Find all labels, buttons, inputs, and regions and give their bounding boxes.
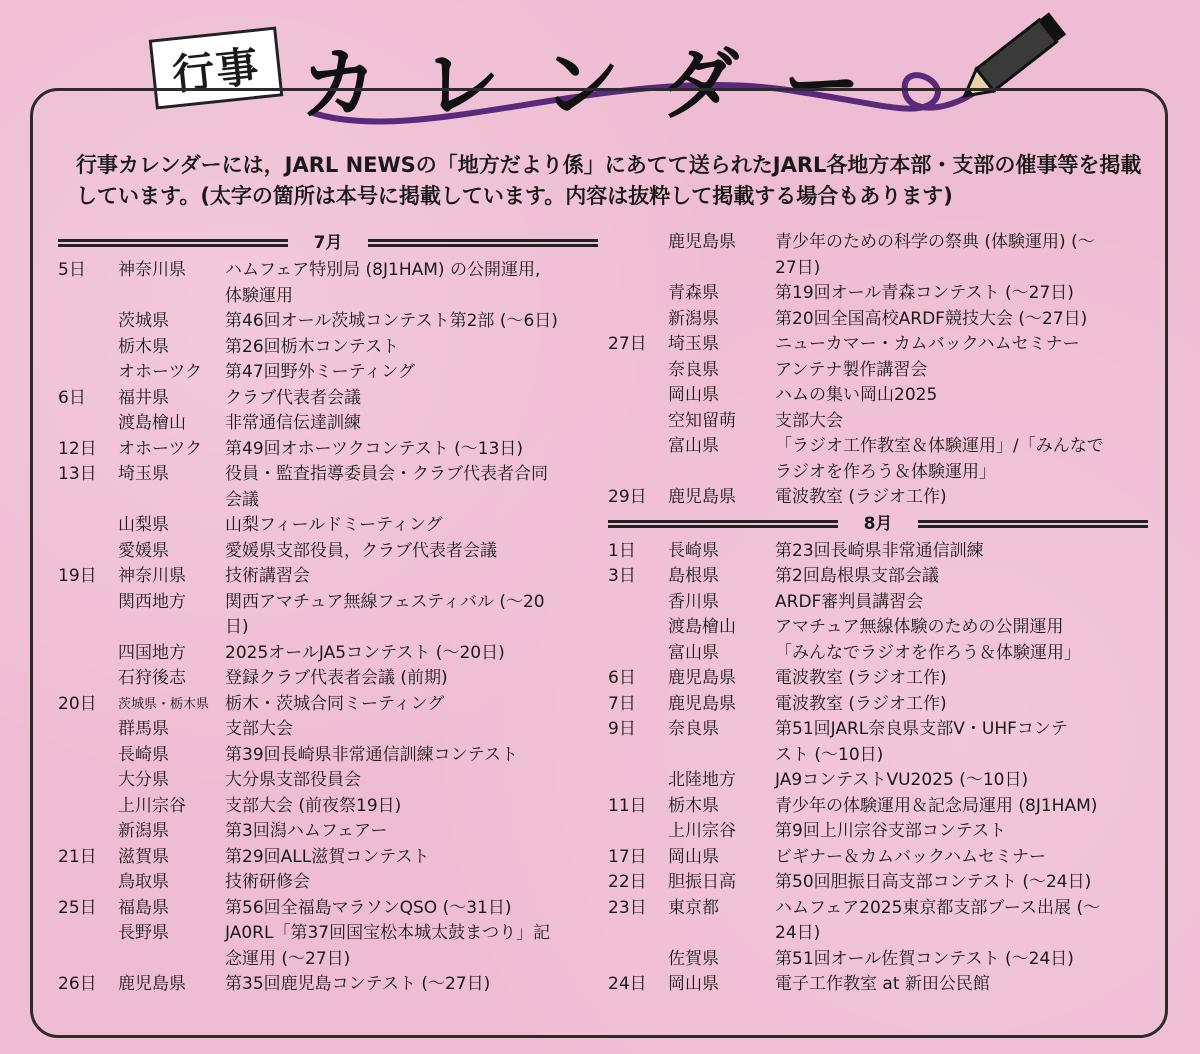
- event-place: 長野県: [118, 923, 169, 943]
- event-place: 島根県: [668, 566, 719, 586]
- event-place: [118, 947, 225, 973]
- event-place: 大分県: [118, 770, 169, 790]
- event-text: 青少年の体験運用＆記念局運用 (8J1HAM): [775, 795, 1098, 816]
- event-row: [608, 358, 1148, 384]
- event-text: 27日): [775, 257, 821, 278]
- event-date: [608, 256, 668, 282]
- event-place: 山梨県: [118, 515, 169, 535]
- right-column: [608, 232, 1148, 998]
- event-place: 栃木県: [668, 795, 719, 816]
- event-row: [58, 794, 598, 820]
- event-text: スト (～10日): [775, 744, 884, 765]
- month-label: 7月: [313, 233, 343, 253]
- event-place: 茨城県: [118, 311, 169, 331]
- event-text: JA9コンテストVU2025 (～10日): [775, 770, 1029, 790]
- event-place: [668, 743, 775, 769]
- event-text: 体験運用: [225, 285, 293, 306]
- event-date: [608, 641, 668, 667]
- event-date: [608, 383, 668, 409]
- event-place: 青森県: [668, 283, 719, 303]
- event-place: 岡山県: [668, 385, 719, 405]
- event-row: [608, 692, 1148, 718]
- event-date: 26日: [58, 974, 97, 994]
- event-row: [58, 896, 598, 922]
- event-row: [58, 615, 598, 641]
- event-place: 奈良県: [668, 719, 719, 739]
- event-place: 愛媛県: [118, 540, 169, 561]
- event-row: [608, 332, 1148, 358]
- event-row: [58, 870, 598, 896]
- event-date: [608, 307, 668, 333]
- event-date: [608, 615, 668, 641]
- event-row: [58, 641, 598, 667]
- event-place: 奈良県: [668, 359, 719, 380]
- event-place: 長崎県: [668, 540, 719, 561]
- event-row: [58, 360, 598, 386]
- event-row: [608, 590, 1148, 616]
- event-row: [608, 794, 1148, 820]
- event-date: [58, 539, 118, 565]
- event-text: ARDF審判員講習会: [775, 591, 924, 612]
- event-row: [608, 281, 1148, 307]
- event-date: 24日: [608, 974, 647, 994]
- event-text: 支部大会: [775, 410, 843, 431]
- event-text: 栃木・茨城合同ミーティング: [225, 693, 445, 714]
- event-row: [58, 258, 598, 284]
- event-row: [608, 947, 1148, 973]
- event-place: [668, 921, 775, 947]
- event-place: 鹿児島県: [668, 487, 736, 507]
- event-place: 神奈川県: [118, 260, 186, 280]
- event-date: [608, 281, 668, 307]
- event-row: [608, 845, 1148, 871]
- event-text: 第26回栃木コンテスト: [225, 336, 399, 357]
- event-date: [608, 921, 668, 947]
- event-place: 上川宗谷: [668, 821, 736, 841]
- event-text: 技術研修会: [225, 872, 310, 892]
- event-row: [58, 284, 598, 310]
- event-date: [608, 819, 668, 845]
- event-text: 日): [225, 617, 249, 637]
- event-place: 鹿児島県: [668, 668, 736, 688]
- event-date: [58, 947, 118, 973]
- event-date: [58, 743, 118, 769]
- event-date: [58, 717, 118, 743]
- event-date: [58, 488, 118, 514]
- event-text: クラブ代表者会議: [225, 387, 361, 408]
- event-row: [58, 564, 598, 590]
- event-place: 東京都: [668, 897, 719, 918]
- event-text: ハムフェア特別局 (8J1HAM) の公開運用,: [225, 260, 541, 280]
- event-text: 第19回オール青森コンテスト (～27日): [775, 283, 1074, 303]
- event-date: [58, 284, 118, 310]
- event-text: 「ラジオ工作教室＆体験運用」/「みんなで: [775, 436, 1104, 456]
- event-row: [58, 845, 598, 871]
- month-label: 8月: [863, 513, 893, 534]
- event-date: [58, 794, 118, 820]
- event-row: [608, 615, 1148, 641]
- event-date: 20日: [58, 693, 97, 714]
- event-row: [58, 386, 598, 412]
- event-date: 5日: [58, 260, 86, 280]
- event-date: [608, 947, 668, 973]
- event-place: 埼玉県: [118, 464, 169, 484]
- event-date: [58, 819, 118, 845]
- event-place: [668, 460, 775, 486]
- event-text: 第9回上川宗谷支部コンテスト: [775, 821, 1007, 841]
- event-place: 滋賀県: [118, 846, 169, 867]
- event-text: 第35回鹿児島コンテスト (～27日): [225, 974, 491, 994]
- event-place: 岡山県: [668, 974, 719, 994]
- tag-label: 行事: [169, 41, 263, 100]
- event-place: 渡島檜山: [668, 617, 736, 637]
- event-row: [608, 383, 1148, 409]
- event-text: 第47回野外ミーティング: [225, 362, 415, 382]
- event-text: 関西アマチュア無線フェスティバル (～20: [225, 591, 545, 612]
- event-row: [58, 335, 598, 361]
- event-date: [608, 358, 668, 384]
- event-date: 13日: [58, 464, 97, 484]
- event-place: 群馬県: [118, 719, 169, 739]
- event-date: [608, 743, 668, 769]
- event-text: 会議: [225, 489, 259, 510]
- event-text: ハムの集い岡山2025: [775, 385, 938, 405]
- event-date: 17日: [608, 846, 647, 867]
- event-place: 福井県: [118, 387, 169, 408]
- event-row: [58, 488, 598, 514]
- event-date: [58, 590, 118, 616]
- event-row: [58, 972, 598, 998]
- month-header-july: [58, 232, 598, 254]
- event-row: [608, 819, 1148, 845]
- event-text: 第56回全福島マラソンQSO (～31日): [225, 897, 512, 918]
- event-place: 胆振日高: [668, 872, 736, 892]
- event-row: [608, 870, 1148, 896]
- event-row: [58, 921, 598, 947]
- event-place: 北陸地方: [668, 770, 736, 790]
- event-list-august: [608, 539, 1148, 998]
- event-date: [608, 409, 668, 435]
- event-text: 支部大会: [225, 719, 293, 739]
- event-date: 11日: [608, 795, 647, 816]
- event-row: [608, 972, 1148, 998]
- event-date: [58, 768, 118, 794]
- event-list-july-right: [608, 230, 1148, 511]
- event-date: 27日: [608, 334, 647, 354]
- event-place: 空知留萌: [668, 410, 736, 431]
- event-row: [58, 513, 598, 539]
- event-date: [608, 460, 668, 486]
- event-text: アマチュア無線体験のための公開運用: [775, 617, 1064, 637]
- event-text: 登録クラブ代表者会議 (前期): [225, 668, 448, 688]
- event-row: [58, 462, 598, 488]
- event-text: 電波教室 (ラジオ工作): [775, 693, 947, 714]
- event-row: [608, 641, 1148, 667]
- event-row: [608, 230, 1148, 256]
- event-text: 第39回長崎県非常通信訓練コンテスト: [225, 744, 518, 765]
- event-place: オホーツク: [118, 438, 203, 459]
- event-date: 12日: [58, 438, 97, 459]
- month-header-august: [608, 513, 1148, 535]
- event-text: 非常通信伝達訓練: [225, 413, 361, 433]
- event-date: 3日: [608, 566, 636, 586]
- event-place: 岡山県: [668, 846, 719, 867]
- event-text: 大分県支部役員会: [225, 770, 361, 790]
- event-date: [58, 309, 118, 335]
- event-place: 新潟県: [118, 821, 169, 841]
- event-row: [58, 590, 598, 616]
- event-text: 第23回長崎県非常通信訓練: [775, 540, 984, 561]
- event-text: 第51回オール佐賀コンテスト (～24日): [775, 948, 1074, 969]
- event-text: 第50回胆振日高支部コンテスト (～24日): [775, 872, 1092, 892]
- event-row: [58, 437, 598, 463]
- event-text: 第20回全国高校ARDF競技大会 (～27日): [775, 308, 1088, 329]
- event-row: [608, 434, 1148, 460]
- event-place: [118, 488, 225, 514]
- event-text: 第2回島根県支部会議: [775, 566, 939, 586]
- event-text: 技術講習会: [225, 566, 310, 586]
- event-date: 22日: [608, 872, 647, 892]
- event-date: [58, 335, 118, 361]
- event-place: 四国地方: [118, 642, 186, 663]
- event-row: [608, 717, 1148, 743]
- event-text: JA0RL「第37回国宝松本城太鼓まつり」記: [225, 923, 551, 943]
- event-place: 佐賀県: [668, 948, 719, 969]
- event-place: 石狩後志: [118, 668, 186, 688]
- event-text: 役員・監査指導委員会・クラブ代表者合同: [225, 464, 548, 484]
- event-date: [58, 513, 118, 539]
- event-text: 第51回JARL奈良県支部V・UHFコンテ: [775, 719, 1068, 739]
- event-text: 電子工作教室 at 新田公民館: [775, 974, 990, 994]
- event-date: 7日: [608, 693, 636, 714]
- event-row: [608, 564, 1148, 590]
- event-row: [608, 409, 1148, 435]
- left-column: [58, 232, 598, 998]
- event-text: 電波教室 (ラジオ工作): [775, 487, 947, 507]
- event-row: [608, 256, 1148, 282]
- event-text: 第29回ALL滋賀コンテスト: [225, 846, 430, 867]
- event-list-july-left: [58, 258, 598, 998]
- event-text: 山梨フィールドミーティング: [225, 515, 443, 535]
- event-date: [58, 360, 118, 386]
- event-text: ハムフェア2025東京都支部ブース出展 (～: [775, 897, 1101, 918]
- event-row: [608, 666, 1148, 692]
- event-place: 上川宗谷: [118, 795, 186, 816]
- event-date: 9日: [608, 719, 636, 739]
- event-date: [608, 590, 668, 616]
- event-place: 鹿児島県: [668, 693, 736, 714]
- event-row: [58, 717, 598, 743]
- event-row: [58, 768, 598, 794]
- event-text: 第3回潟ハムフェアー: [225, 821, 388, 841]
- event-text: 電波教室 (ラジオ工作): [775, 668, 947, 688]
- event-text: ラジオを作ろう＆体験運用」: [775, 461, 996, 482]
- event-place: 富山県: [668, 436, 719, 456]
- event-place: 渡島檜山: [118, 413, 186, 433]
- event-place: 新潟県: [668, 308, 719, 329]
- event-date: [608, 768, 668, 794]
- event-place: 関西地方: [118, 591, 186, 612]
- event-row: [58, 539, 598, 565]
- event-date: 6日: [58, 387, 86, 408]
- event-text: 24日): [775, 923, 821, 943]
- event-row: [608, 307, 1148, 333]
- event-text: 第46回オール茨城コンテスト第2部 (～6日): [225, 311, 558, 331]
- intro-text: 行事カレンダーには，JARL NEWSの「地方だより係」にあてて送られたJARL各地方本部・支部の催事等を掲載しています。(太字の箇所は本号に掲載しています。内容は抜粋して掲載する場合もあります): [76, 153, 1142, 208]
- event-place: 茨城県・栃木県: [118, 696, 210, 712]
- event-date: [58, 921, 118, 947]
- event-text: アンテナ製作講習会: [775, 359, 928, 380]
- event-place: 栃木県: [118, 336, 169, 357]
- event-text: ニューカマー・カムバックハムセミナー: [775, 334, 1080, 354]
- event-place: 富山県: [668, 642, 719, 663]
- event-place: 鹿児島県: [668, 232, 736, 252]
- event-place: 長崎県: [118, 744, 169, 765]
- event-row: [58, 411, 598, 437]
- event-text: 念運用 (～27日): [225, 948, 351, 969]
- event-text: 2025オールJA5コンテスト (～20日): [225, 642, 505, 663]
- event-date: [58, 411, 118, 437]
- event-place: 香川県: [668, 591, 719, 612]
- event-row: [608, 460, 1148, 486]
- event-date: [58, 666, 118, 692]
- event-row: [608, 539, 1148, 565]
- event-place: [668, 256, 775, 282]
- event-date: 25日: [58, 897, 97, 918]
- event-text: 愛媛県支部役員，クラブ代表者会議: [225, 540, 497, 561]
- event-date: 1日: [608, 540, 636, 561]
- event-place: 鳥取県: [118, 872, 169, 892]
- event-date: [608, 434, 668, 460]
- event-place: 神奈川県: [118, 566, 186, 586]
- event-date: 19日: [58, 566, 97, 586]
- event-text: 支部大会 (前夜祭19日): [225, 795, 402, 816]
- event-text: 青少年のための科学の祭典 (体験運用) (～: [775, 232, 1095, 252]
- event-date: [58, 641, 118, 667]
- event-row: [608, 485, 1148, 511]
- page-title: カレンダー: [300, 40, 905, 130]
- event-row: [608, 743, 1148, 769]
- event-place: [118, 284, 225, 310]
- event-date: [58, 870, 118, 896]
- event-date: 6日: [608, 668, 636, 688]
- event-place: 埼玉県: [668, 334, 719, 354]
- event-text: ビギナー＆カムバックハムセミナー: [775, 846, 1046, 867]
- event-place: [118, 615, 225, 641]
- event-row: [58, 947, 598, 973]
- event-place: 鹿児島県: [118, 974, 186, 994]
- event-text: 第49回オホーツクコンテスト (～13日): [225, 438, 524, 459]
- event-date: [58, 615, 118, 641]
- event-date: 21日: [58, 846, 97, 867]
- event-text: 「みんなでラジオを作ろう＆体験運用」: [775, 642, 1081, 663]
- event-row: [608, 921, 1148, 947]
- event-row: [608, 896, 1148, 922]
- event-place: 福島県: [118, 897, 169, 918]
- event-row: [608, 768, 1148, 794]
- event-date: [608, 230, 668, 256]
- event-date: 23日: [608, 897, 647, 918]
- event-date: 29日: [608, 487, 647, 507]
- event-place: オホーツク: [118, 362, 203, 382]
- event-row: [58, 309, 598, 335]
- event-row: [58, 819, 598, 845]
- event-row: [58, 666, 598, 692]
- event-row: [58, 743, 598, 769]
- event-row: [58, 692, 598, 718]
